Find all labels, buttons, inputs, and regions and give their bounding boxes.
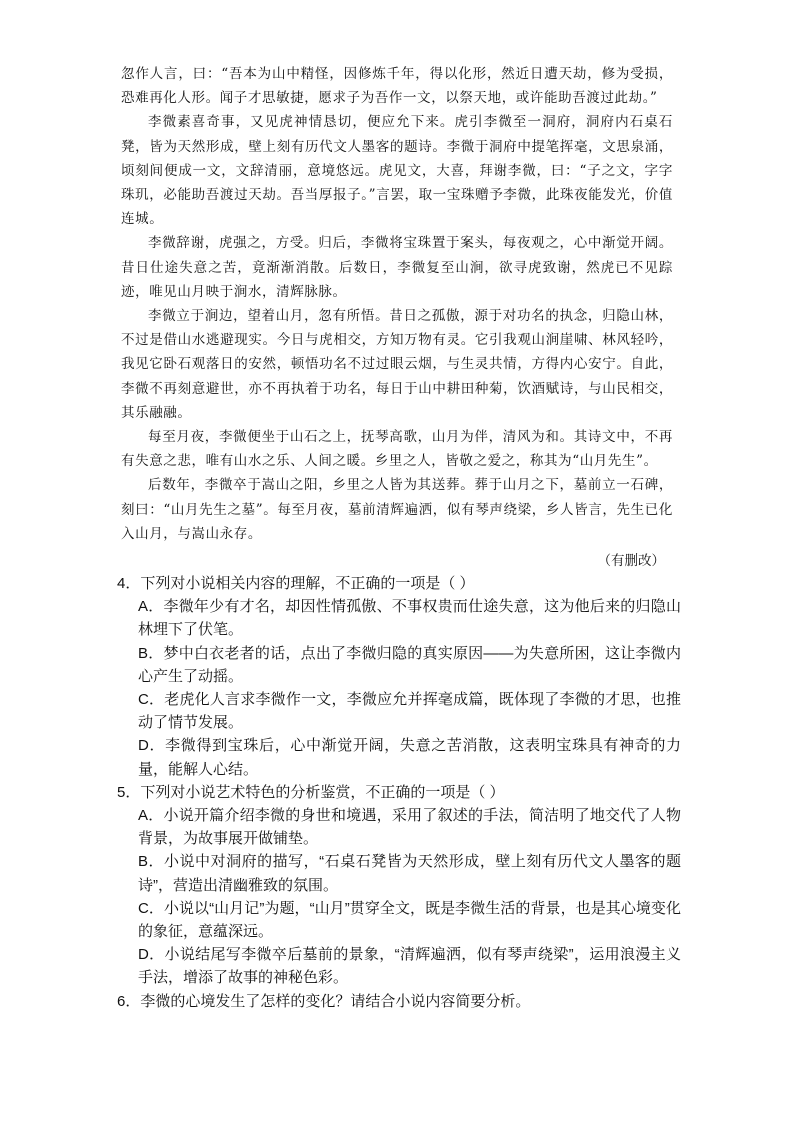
story-passage [121,62,673,546]
option-a: A．李微年少有才名，却因性情孤傲、不事权贵而仕途失意，这为他后来的归隐山林埋下了伏笔。 [138,598,681,639]
source-note: （有删改） [597,553,665,569]
passage-paragraph: 忽作人言，曰：“吾本为山中精怪，因修炼千年，得以化形，然近日遭天劫，修为受损，恐难再化人形。闻子才思敏捷，愿求子为吾作一文，以祭天地，或许能助吾渡过此劫。” [121,66,673,107]
question-5 [117,781,681,990]
passage-paragraph: 李微辞谢，虎强之，方受。归后，李微将宝珠置于案头，每夜观之，心中渐觉开阔。昔日仕途失意之苦，竟渐渐消散。后数日，李微复至山涧，欲寻虎致谢，然虎已不见踪迹，唯见山月映于涧水，清辉脉脉。 [121,235,673,300]
option-c: C．老虎化人言求李微作一文，李微应允并挥毫成篇，既体现了李微的才思，也推动了情节发展。 [138,691,681,732]
option-c: C．小说以“山月记”为题，“山月”贯穿全文，既是李微生活的背景，也是其心境变化的象征，意蕴深远。 [138,899,681,941]
passage-paragraph: 李微素喜奇事，又见虎神情恳切，便应允下来。虎引李微至一洞府，洞府内石桌石凳，皆为天然形成，壁上刻有历代文人墨客的题诗。李微于洞府中提笔挥毫，文思泉涌，顷刻间便成一文，文辞清丽，意境悠远。虎见文，大喜，拜谢李微，曰：“子之文，字字珠玑，必能助吾渡过天劫。吾当厚报子。”言罢，取一宝珠赠予李微，此珠夜能发光，价值连城。 [121,114,673,228]
question-list [117,572,681,1013]
question-4 [117,572,681,781]
option-b: B．小说中对洞府的描写，“石桌石凳皆为天然形成，壁上刻有历代文人墨客的题诗”，营造出清幽雅致的氛围。 [138,853,681,894]
option-d: D．李微得到宝珠后，心中渐觉开阔，失意之苦消散，这表明宝珠具有神奇的力量，能解人心结。 [138,737,681,778]
question-stem: 6．李微的心境发生了怎样的变化？请结合小说内容简要分析。 [117,992,531,1010]
passage-paragraph: 每至月夜，李微便坐于山石之上，抚琴高歌，山月为伴，清风为和。其诗文中，不再有失意之悲，唯有山水之乐、人间之暖。乡里之人，皆敬之爱之，称其为“山月先生”。 [121,429,673,470]
question-stem: 4．下列对小说相关内容的理解，不正确的一项是（ ） [117,575,475,592]
option-d: D．小说结尾写李微卒后墓前的景象，“清辉遍洒，似有琴声绕梁”，运用浪漫主义手法，增添了故事的神秘色彩。 [138,946,681,987]
option-b: B．梦中白衣老者的话，点出了李微归隐的真实原因——为失意所困，这让李微内心产生了动摇。 [138,644,681,685]
passage-paragraph: 李微立于涧边，望着山月，忽有所悟。昔日之孤傲，源于对功名的执念，归隐山林，不过是借山水逃避现实。今日与虎相交，方知万物有灵。它引我观山涧崖啸、林风轻吟，我见它卧石观落日的安然，顿悟功名不过过眼云烟，与生灵共情，方得内心安宁。自此，李微不再刻意避世，亦不再执着于功名，每日于山中耕田种菊，饮酒赋诗，与山民相交，其乐融融。 [121,308,673,421]
passage-paragraph: 后数年，李微卒于嵩山之阳，乡里之人皆为其送葬。葬于山月之下，墓前立一石碑，刻曰：“山月先生之墓”。每至月夜，墓前清辉遍洒，似有琴声绕梁，乡人皆言，先生已化入山月，与嵩山永存。 [121,477,673,542]
question-stem: 5．下列对小说艺术特色的分析鉴赏，不正确的一项是（ ） [117,783,505,801]
option-a: A．小说开篇介绍李微的身世和境遇，采用了叙述的手法，简洁明了地交代了人物背景，为故事展开做铺垫。 [138,807,681,848]
question-6 [117,990,681,1013]
